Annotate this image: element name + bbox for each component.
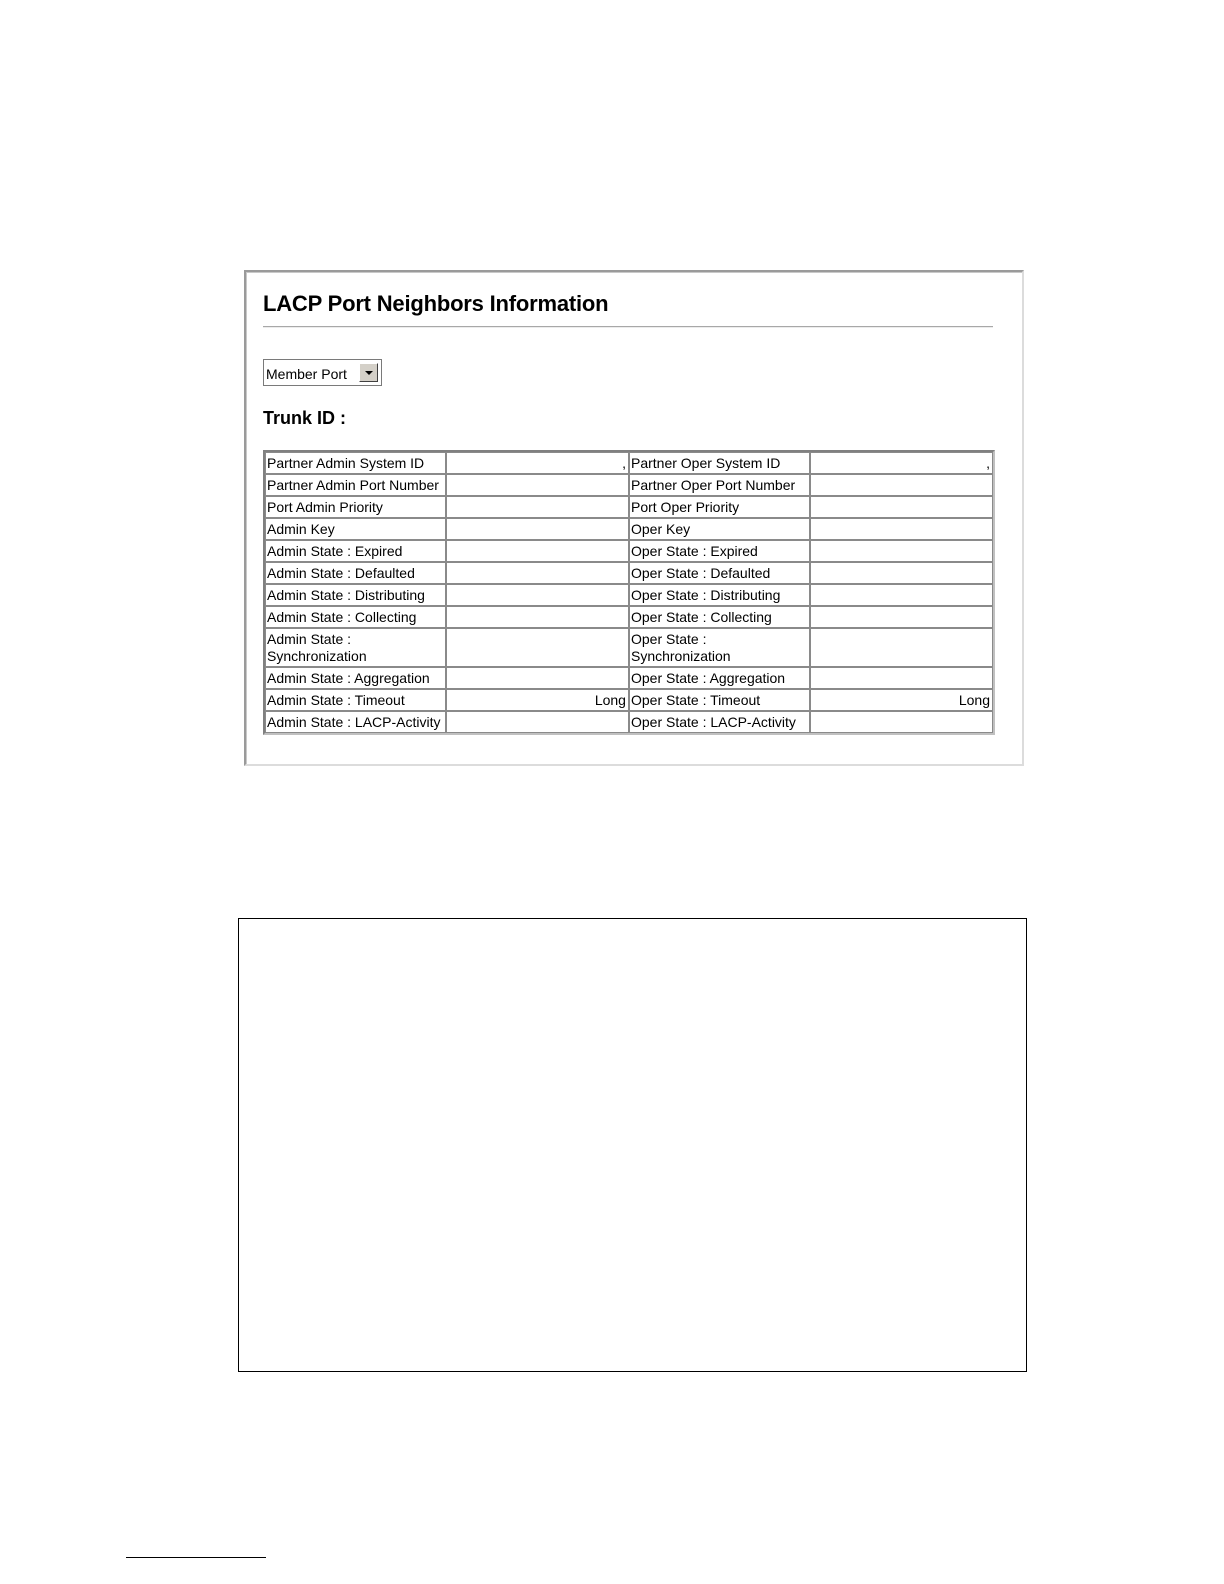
admin-state-synchronization-label: Admin State : Synchronization	[265, 628, 446, 667]
admin-state-lacp-activity-value	[446, 711, 629, 733]
table-row	[265, 496, 993, 518]
port-admin-priority-label: Port Admin Priority	[265, 496, 446, 518]
dropdown-button[interactable]	[359, 363, 378, 382]
admin-key-label: Admin Key	[265, 518, 446, 540]
oper-state-expired-value	[810, 540, 993, 562]
partner-oper-system-id-value: ,	[810, 452, 993, 474]
lacp-neighbors-table	[263, 450, 995, 735]
table-row	[265, 518, 993, 540]
table-row	[265, 584, 993, 606]
oper-state-synchronization-label: Oper State : Synchronization	[629, 628, 810, 667]
member-port-select[interactable]	[263, 359, 382, 386]
partner-admin-system-id-value: ,	[446, 452, 629, 474]
footnote-divider	[126, 1557, 266, 1558]
chevron-down-icon	[365, 371, 373, 375]
admin-state-synchronization-value	[446, 628, 629, 667]
oper-state-aggregation-label: Oper State : Aggregation	[629, 667, 810, 689]
table-row	[265, 628, 993, 667]
admin-state-timeout-value: Long	[446, 689, 629, 711]
oper-key-label: Oper Key	[629, 518, 810, 540]
trunk-id-label: Trunk ID :	[263, 408, 347, 428]
admin-state-defaulted-value	[446, 562, 629, 584]
oper-state-timeout-label: Oper State : Timeout	[629, 689, 810, 711]
admin-state-lacp-activity-label: Admin State : LACP-Activity	[265, 711, 446, 733]
table-row	[265, 474, 993, 496]
oper-state-distributing-value	[810, 584, 993, 606]
oper-state-collecting-label: Oper State : Collecting	[629, 606, 810, 628]
screenshot-frame	[246, 272, 1022, 764]
admin-state-timeout-label: Admin State : Timeout	[265, 689, 446, 711]
partner-admin-system-id-label: Partner Admin System ID	[265, 452, 446, 474]
oper-state-collecting-value	[810, 606, 993, 628]
port-admin-priority-value	[446, 496, 629, 518]
member-port-select-value: Member Port	[266, 366, 347, 382]
admin-key-value	[446, 518, 629, 540]
partner-oper-port-number-label: Partner Oper Port Number	[629, 474, 810, 496]
page-title: LACP Port Neighbors Information	[263, 291, 609, 316]
empty-text-box	[238, 918, 1027, 1372]
partner-admin-port-number-value	[446, 474, 629, 496]
oper-key-value	[810, 518, 993, 540]
oper-state-defaulted-value	[810, 562, 993, 584]
oper-state-defaulted-label: Oper State : Defaulted	[629, 562, 810, 584]
lacp-neighbors-screenshot	[244, 270, 1024, 766]
table-row	[265, 711, 993, 733]
oper-state-expired-label: Oper State : Expired	[629, 540, 810, 562]
admin-state-distributing-label: Admin State : Distributing	[265, 584, 446, 606]
oper-state-synchronization-value	[810, 628, 993, 667]
admin-state-collecting-value	[446, 606, 629, 628]
partner-admin-port-number-label: Partner Admin Port Number	[265, 474, 446, 496]
table-row	[265, 689, 993, 711]
oper-state-timeout-value: Long	[810, 689, 993, 711]
title-divider	[263, 326, 993, 328]
admin-state-expired-label: Admin State : Expired	[265, 540, 446, 562]
partner-oper-port-number-value	[810, 474, 993, 496]
admin-state-collecting-label: Admin State : Collecting	[265, 606, 446, 628]
oper-state-lacp-activity-label: Oper State : LACP-Activity	[629, 711, 810, 733]
port-oper-priority-value	[810, 496, 993, 518]
admin-state-defaulted-label: Admin State : Defaulted	[265, 562, 446, 584]
admin-state-aggregation-label: Admin State : Aggregation	[265, 667, 446, 689]
admin-state-expired-value	[446, 540, 629, 562]
table-row	[265, 452, 993, 474]
table-row	[265, 540, 993, 562]
table-row	[265, 667, 993, 689]
port-oper-priority-label: Port Oper Priority	[629, 496, 810, 518]
oper-state-aggregation-value	[810, 667, 993, 689]
admin-state-distributing-value	[446, 584, 629, 606]
admin-state-aggregation-value	[446, 667, 629, 689]
partner-oper-system-id-label: Partner Oper System ID	[629, 452, 810, 474]
table-row	[265, 562, 993, 584]
oper-state-distributing-label: Oper State : Distributing	[629, 584, 810, 606]
oper-state-lacp-activity-value	[810, 711, 993, 733]
table-row	[265, 606, 993, 628]
